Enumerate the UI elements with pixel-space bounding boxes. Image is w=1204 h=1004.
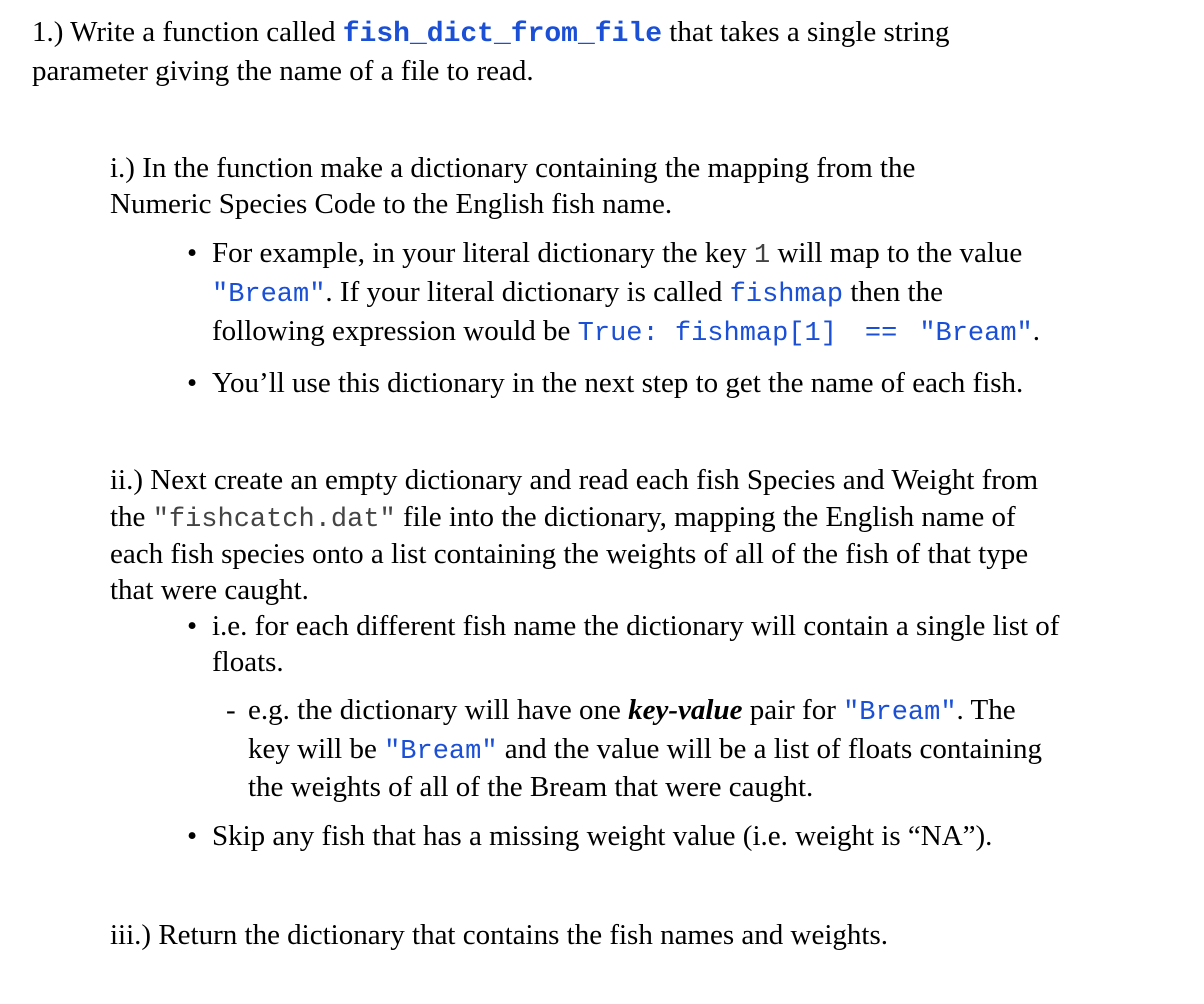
step-i-bullet-1-line-2: "Bream". If your literal dictionary is called fishmap then the (212, 276, 943, 310)
step-i-line-2: Numeric Species Code to the English fish name. (110, 188, 673, 220)
step-ii-sub-line-1: e.g. the dictionary will have one key-value pair for "Bream". The (248, 694, 1016, 728)
code-equals: == (864, 319, 898, 349)
dash-icon: - (226, 694, 236, 726)
step-i-bullet-1-line-3: following expression would be True: fishmap[1] == "Bream". (212, 315, 1040, 349)
bullet-icon: • (187, 610, 198, 642)
bullet-icon: • (187, 820, 198, 852)
step-i-bullet-2: You’ll use this dictionary in the next step to get the name of each fish. (212, 367, 1024, 399)
step-iii-line-1: iii.) Return the dictionary that contains the fish names and weights. (110, 919, 888, 951)
step-ii-sub-line-3: the weights of all of the Bream that were caught. (248, 771, 814, 803)
code-fishmap: fishmap (729, 280, 844, 310)
step-ii-bullet-1-line-2: floats. (212, 646, 284, 678)
bullet-icon: • (187, 367, 198, 399)
key-value-term: key-value (628, 694, 743, 726)
step-ii-sub-line-2: key will be "Bream" and the value will be a list of floats containing (248, 733, 1042, 767)
code-expression: True: fishmap[1] (577, 319, 837, 349)
question-number: 1.) (32, 16, 64, 48)
code-key: 1 (753, 241, 771, 271)
step-i-bullet-1-line-1: For example, in your literal dictionary the key 1 will map to the value (212, 237, 1023, 271)
step-ii-line-3: each fish species onto a list containing the weights of all of the fish of that type (110, 538, 1029, 570)
step-i-line-1: i.) In the function make a dictionary containing the mapping from the (110, 152, 916, 184)
step-ii-line-4: that were caught. (110, 574, 309, 606)
code-bream: "Bream" (384, 737, 498, 767)
code-bream: "Bream" (212, 280, 326, 310)
step-ii-bullet-2: Skip any fish that has a missing weight value (i.e. weight is “NA”). (212, 820, 993, 852)
step-ii-bullet-1-line-1: i.e. for each different fish name the dictionary will contain a single list of (212, 610, 1060, 642)
step-ii-line-1: ii.) Next create an empty dictionary and read each fish Species and Weight from (110, 464, 1038, 496)
code-filename: "fishcatch.dat" (152, 505, 396, 535)
question-1-line-2: parameter giving the name of a file to read. (32, 55, 534, 87)
step-ii-line-2: the "fishcatch.dat" file into the dictionary, mapping the English name of (110, 501, 1016, 535)
function-name: fish_dict_from_file (342, 19, 663, 50)
code-bream: "Bream" (843, 698, 957, 728)
code-bream-value: "Bream" (919, 319, 1033, 349)
bullet-icon: • (187, 237, 198, 269)
question-1-line-1: 1.) Write a function called fish_dict_from_file that takes a single string (32, 16, 950, 50)
